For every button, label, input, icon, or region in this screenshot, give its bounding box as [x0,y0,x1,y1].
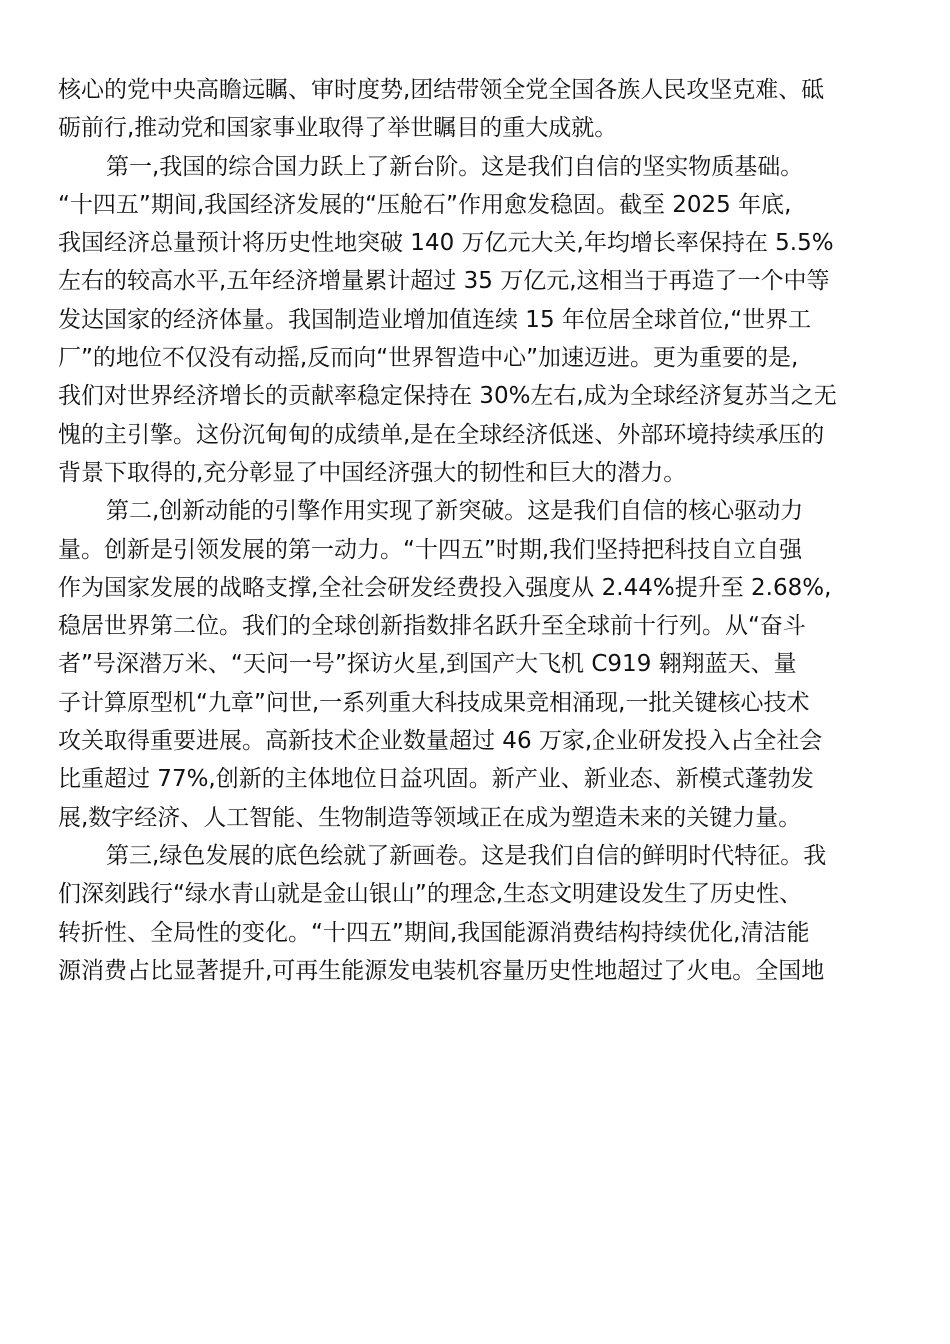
text-line: 作为国家发展的战略支撑,全社会研发经费投入强度从 2.44%提升至 2.68%, [58,574,832,601]
paragraph-heading-line: 第一,我国的综合国力跃上了新台阶。这是我们自信的坚实物质基础。 [106,153,804,180]
text-line: 我们对世界经济增长的贡献率稳定保持在 30%左右,成为全球经济复苏当之无 [58,383,837,410]
text-line: 展,数字经济、人工智能、生物制造等领域正在成为塑造未来的关键力量。 [58,804,802,831]
text-line: 发达国家的经济体量。我国制造业增加值连续 15 年位居全球首位,“世界工 [58,306,812,333]
text-line: 我国经济总量预计将历史性地突破 140 万亿元大关,年均增长率保持在 5.5% [58,230,834,257]
text-line: 转折性、全局性的变化。“十四五”期间,我国能源消费结构持续优化,清洁能 [58,919,810,946]
text-line: 左右的较高水平,五年经济增量累计超过 35 万亿元,这相当于再造了一个中等 [58,268,830,295]
paragraph-heading-line: 第三,绿色发展的底色绘就了新画卷。这是我们自信的鲜明时代特征。我 [106,842,827,869]
text-line: 比重超过 77%,创新的主体地位日益巩固。新产业、新业态、新模式蓬勃发 [58,766,814,793]
document-page [58,71,892,990]
text-line: 源消费占比显著提升,可再生能源发电装机容量历史性地超过了火电。全国地 [58,957,825,984]
text-line: 愧的主引擎。这份沉甸甸的成绩单,是在全球经济低迷、外部环境持续承压的 [58,421,825,448]
text-line: “十四五”期间,我国经济发展的“压舱石”作用愈发稳固。截至 2025 年底, [58,191,792,218]
text-line: 量。创新是引领发展的第一动力。“十四五”时期,我们坚持把科技自立自强 [58,536,803,563]
text-line: 们深刻践行“绿水青山就是金山银山”的理念,生态文明建设发生了历史性、 [58,881,803,908]
text-line: 砺前行,推动党和国家事业取得了举世瞩目的重大成就。 [58,115,618,142]
text-line: 子计算原型机“九章”问世,一系列重大科技成果竞相涌现,一批关键核心技术 [58,689,810,716]
text-line: 背景下取得的,充分彰显了中国经济强大的韧性和巨大的潜力。 [58,459,687,486]
text-line: 稳居世界第二位。我们的全球创新指数排名跃升至全球前十行列。从“奋斗 [58,613,806,640]
text-line: 攻关取得重要进展。高新技术企业数量超过 46 万家,企业研发投入占全社会 [58,728,823,755]
text-line: 者”号深潜万米、“天问一号”探访火星,到国产大飞机 C919 翱翔蓝天、量 [58,651,797,678]
paragraph-heading-line: 第二,创新动能的引擎作用实现了新突破。这是我们自信的核心驱动力 [106,498,804,525]
text-line: 厂”的地位不仅没有动摇,反而向“世界智造中心”加速迈进。更为重要的是, [58,345,799,372]
text-line: 核心的党中央高瞻远瞩、审时度势,团结带领全党全国各族人民攻坚克难、砥 [58,77,825,103]
